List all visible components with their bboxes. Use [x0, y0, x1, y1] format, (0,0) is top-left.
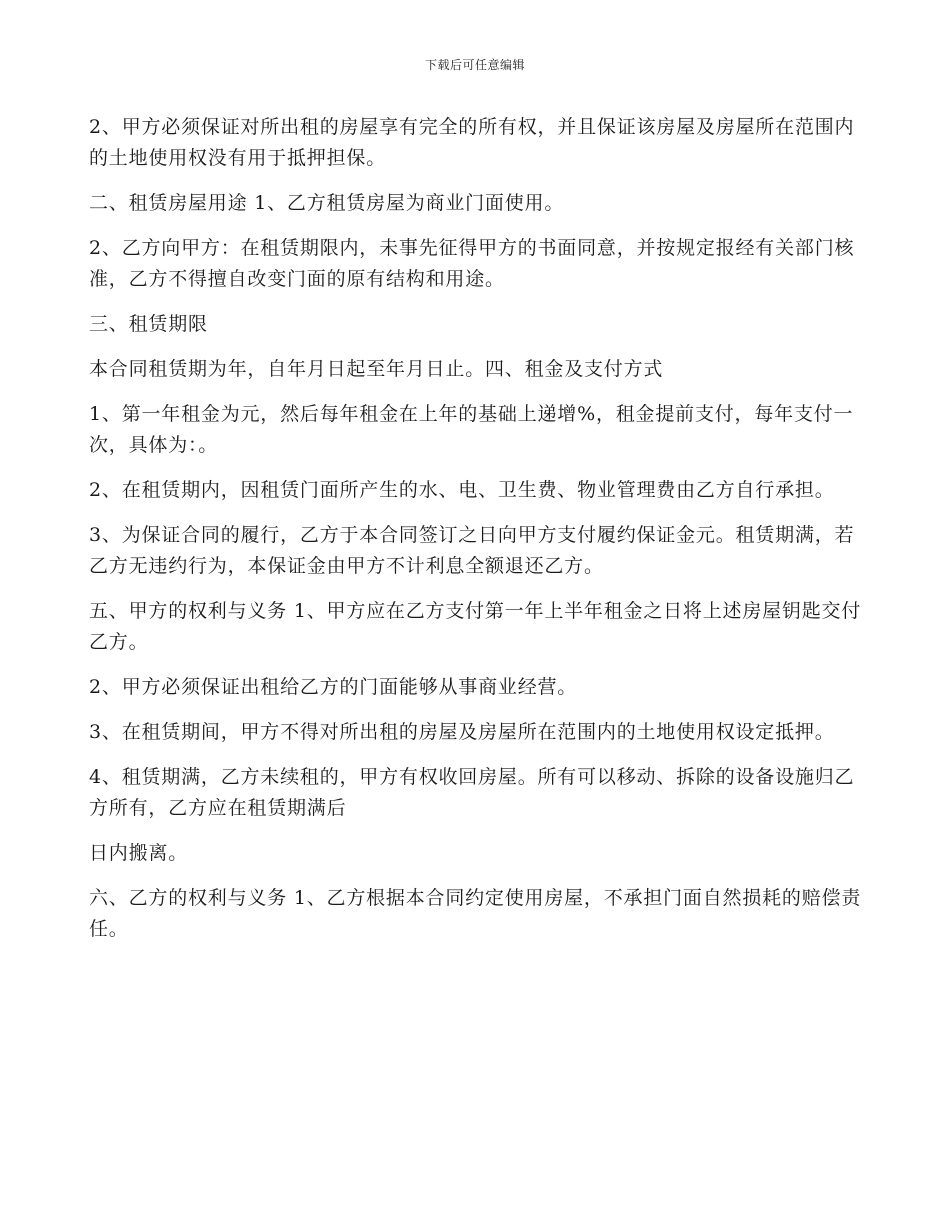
- paragraph: 1、第一年租金为元，然后每年租金在上年的基础上递增%，租金提前支付，每年支付一次，具体为：。: [89, 403, 854, 456]
- section-heading: 三、租赁期限: [89, 313, 208, 335]
- paragraph: 2、乙方向甲方：在租赁期限内，未事先征得甲方的书面同意，并按规定报经有关部门核准，乙方不得擅自改变门面的原有结构和用途。: [89, 237, 855, 290]
- paragraph: 2、甲方必须保证对所出租的房屋享有完全的所有权，并且保证该房屋及房屋所在范围内的土地使用权没有用于抵押担保。: [89, 116, 855, 169]
- paragraph: 3、为保证合同的履行，乙方于本合同签订之日向甲方支付履约保证金元。租赁期满，若乙方无违约行为，本保证金由甲方不计利息全额退还乙方。: [89, 524, 855, 577]
- page-header: 下载后可任意编辑: [424, 58, 525, 72]
- document-body: [89, 112, 864, 959]
- paragraph: 2、在租赁期内，因租赁门面所产生的水、电、卫生费、物业管理费由乙方自行承担。: [89, 479, 835, 501]
- paragraph: 五、甲方的权利与义务 1、甲方应在乙方支付第一年上半年租金之日将上述房屋钥匙交付乙方。: [89, 600, 862, 653]
- paragraph: 4、租赁期满，乙方未续租的，甲方有权收回房屋。所有可以移动、拆除的设备设施归乙方所有，乙方应在租赁期满后: [89, 766, 855, 819]
- paragraph: 2、甲方必须保证出租给乙方的门面能够从事商业经营。: [89, 676, 578, 698]
- paragraph: 六、乙方的权利与义务 1、乙方根据本合同约定使用房屋，不承担门面自然损耗的赔偿责任。: [89, 887, 862, 940]
- paragraph: 二、租赁房屋用途 1、乙方租赁房屋为商业门面使用。: [89, 192, 565, 214]
- paragraph: 3、在租赁期间，甲方不得对所出租的房屋及房屋所在范围内的土地使用权设定抵押。: [89, 721, 835, 743]
- paragraph: 本合同租赁期为年，自年月日起至年月日止。四、租金及支付方式: [89, 358, 664, 380]
- paragraph: 日内搬离。: [89, 842, 189, 864]
